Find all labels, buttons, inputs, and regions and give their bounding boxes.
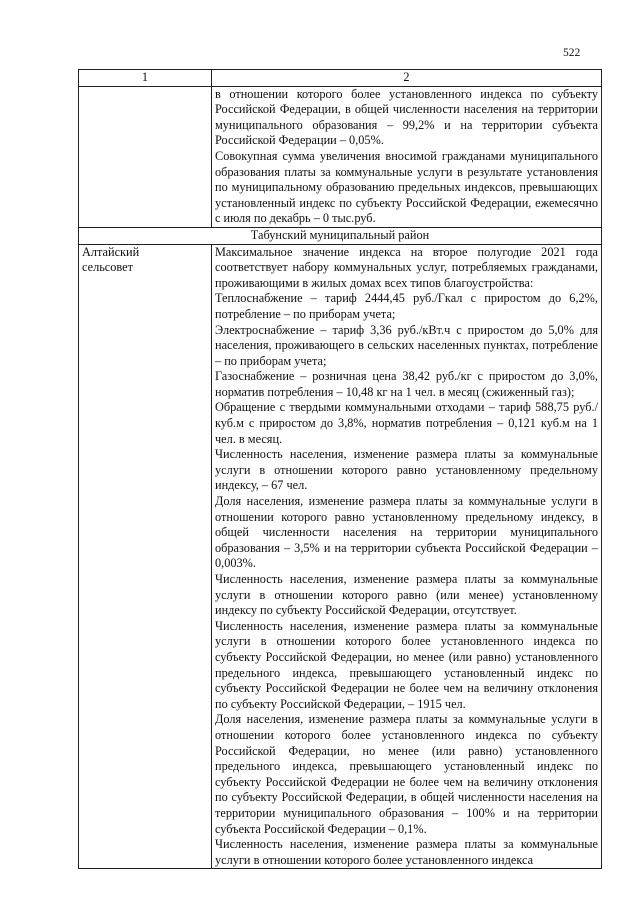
table-row xyxy=(79,86,602,227)
details-paragraph: Доля населения, изменение размера платы за коммунальные услуги в отношении которого равно установленному предельному индексу, в общей численности населения на территории муниципального образования – 3,5% и на территории субъекта Российской Федерации – 0,003%. xyxy=(215,494,598,571)
details-paragraph: Доля населения, изменение размера платы за коммунальные услуги в отношении которого более установленного индекса по субъекту Российской Федерации, но менее (или равно) установленного предельного индекса, превышающего установленный индекс по субъекту Российской Федерации не более чем на величину отклонения по субъекту Российской Федерации, в общей численности населения на территории муниципального образования – 100% и на территории субъекта Российской Федерации – 0,1%. xyxy=(215,712,598,836)
column-number-2: 2 xyxy=(212,70,602,87)
column-number-1: 1 xyxy=(79,70,212,87)
continuation-paragraph: в отношении которого более установленного индекса по субъекту Российской Федерации, в общей численности населения на территории муниципального образования – 99,2% и на территории субъекта Российской Федерации – 0,05%. xyxy=(215,86,598,148)
continuation-cell xyxy=(212,86,602,227)
document-table xyxy=(78,69,602,869)
page-number: 522 xyxy=(563,47,581,59)
empty-cell xyxy=(79,86,212,227)
details-paragraph: Теплоснабжение – тариф 2444,45 руб./Гкал с приростом до 6,2%, потребление – по приборам учета; xyxy=(215,291,598,321)
details-paragraph: Численность населения, изменение размера платы за коммунальные услуги в отношении которого более установленного индекса по субъекту Российской Федерации, но менее (или равно) установленного предельного индекса, превышающего установленный индекс по субъекту Российской Федерации не более чем на величину отклонения по субъекту Российской Федерации, – 1915 чел. xyxy=(215,618,598,711)
municipality-name-line: Алтайский xyxy=(82,244,140,259)
details-paragraph: Электроснабжение – тариф 3,36 руб./кВт.ч с приростом до 5,0% для населения, проживающего в сельских населенных пунктах, потребление – по приборам учета; xyxy=(215,322,598,368)
details-paragraph: Газоснабжение – розничная цена 38,42 руб./кг с приростом до 3,0%, норматив потребления – 10,48 кг на 1 чел. в месяц (сжиженный газ); xyxy=(215,369,598,399)
details-paragraph: Численность населения, изменение размера платы за коммунальные услуги в отношении которого равно установленному предельному индексу, – 67 чел. xyxy=(215,447,598,493)
table-header-row xyxy=(79,70,602,87)
district-row xyxy=(79,227,602,244)
table-row xyxy=(79,244,602,869)
details-paragraph: Численность населения, изменение размера платы за коммунальные услуги в отношении которого более установленного индекса xyxy=(215,837,598,867)
continuation-paragraph: Совокупная сумма увеличения вносимой гражданами муниципального образования платы за коммунальные услуги в результате установления по муниципальному образованию предельных индексов, превышающих установленный индекс по субъекту Российской Федерации, ежемесячно с июля по декабрь – 0 тыс.руб. xyxy=(215,148,598,226)
municipality-name-line: сельсовет xyxy=(82,260,133,275)
details-paragraph: Численность населения, изменение размера платы за коммунальные услуги в отношении которого равно (или менее) установленному индексу по субъекту Российской Федерации, отсутствует. xyxy=(215,572,598,618)
details-cell xyxy=(212,244,602,869)
details-paragraph: Максимальное значение индекса на второе полугодие 2021 года соответствует набору коммунальных услуг, потребляемых гражданами, проживающими в жилых домах всех типов благоустройства: xyxy=(215,244,598,290)
district-heading: Табунский муниципальный район xyxy=(79,227,602,244)
details-paragraph: Обращение с твердыми коммунальными отходами – тариф 588,75 руб./куб.м с приростом до 3,8%, норматив потребления – 0,121 куб.м на 1 чел. в месяц. xyxy=(215,400,598,446)
municipality-cell xyxy=(79,244,212,869)
